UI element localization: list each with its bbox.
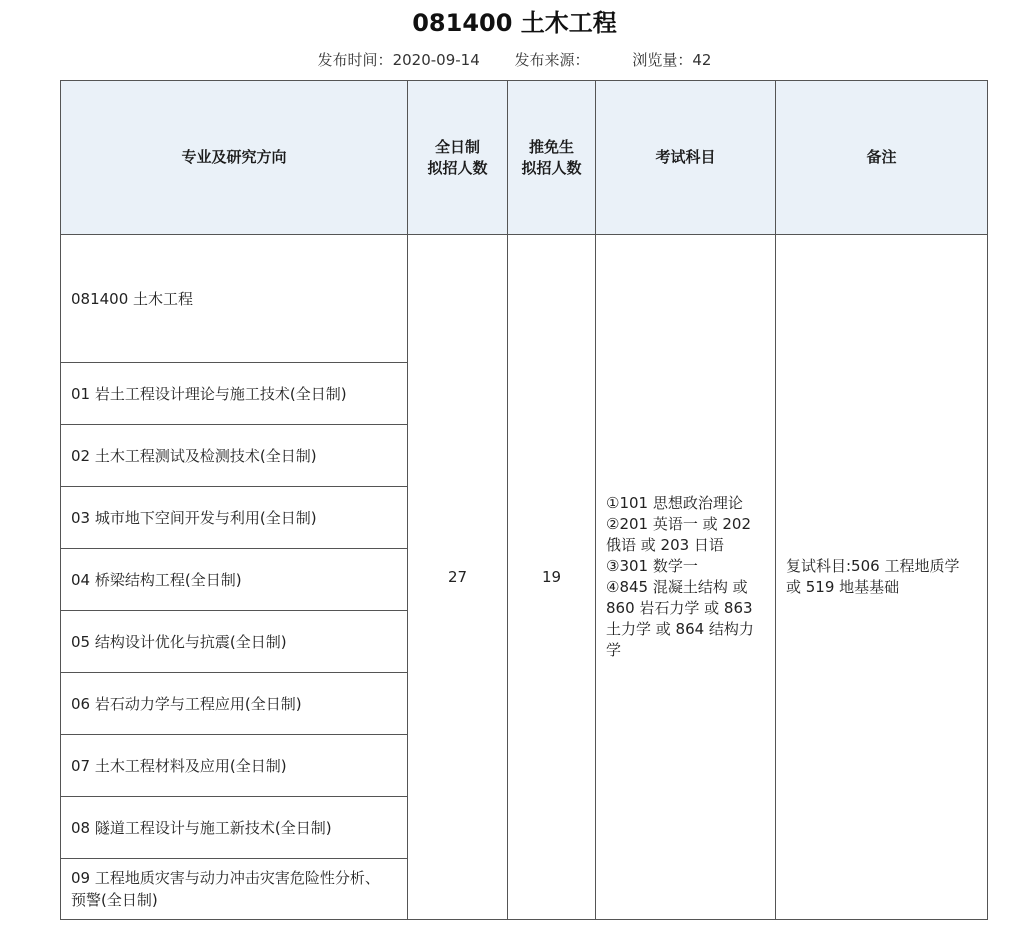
publish-time: 2020-09-14 — [392, 51, 480, 69]
views-count: 42 — [692, 51, 712, 69]
fulltime-count: 27 — [408, 235, 508, 920]
table-header-row — [61, 81, 988, 235]
views-label: 浏览量： — [632, 51, 693, 69]
direction-cell: 05 结构设计优化与抗震(全日制) — [61, 611, 408, 673]
direction-cell: 03 城市地下空间开发与利用(全日制) — [61, 487, 408, 549]
exam-subject-item: ③301 数学一 — [606, 557, 698, 575]
direction-cell: 08 隧道工程设计与施工新技术(全日制) — [61, 797, 408, 859]
source-label: 发布来源： — [514, 51, 590, 69]
exam-subject-item: ④845 混凝土结构 或 860 岩石力学 或 863 土力学 或 864 结构力学 — [606, 578, 754, 659]
table-row — [61, 235, 988, 363]
article-meta — [0, 50, 1029, 70]
direction-cell: 06 岩石动力学与工程应用(全日制) — [61, 673, 408, 735]
header-subjects: 考试科目 — [596, 81, 776, 235]
enrollment-table — [60, 80, 988, 920]
notes-cell: 复试科目:506 工程地质学 或 519 地基基础 — [776, 235, 988, 920]
recommend-count: 19 — [508, 235, 596, 920]
exam-subject-item: ②201 英语一 或 202 俄语 或 203 日语 — [606, 515, 752, 554]
direction-cell: 01 岩土工程设计理论与施工技术(全日制) — [61, 363, 408, 425]
exam-subject-item: ①101 思想政治理论 — [606, 494, 743, 512]
direction-cell: 04 桥梁结构工程(全日制) — [61, 549, 408, 611]
publish-time-label: 发布时间： — [317, 51, 393, 69]
direction-cell: 07 土木工程材料及应用(全日制) — [61, 735, 408, 797]
page-title: 081400 土木工程 — [412, 9, 617, 37]
major-cell: 081400 土木工程 — [61, 235, 408, 363]
header-recommend: 推免生 拟招人数 — [508, 81, 596, 235]
direction-cell: 02 土木工程测试及检测技术(全日制) — [61, 425, 408, 487]
header-direction: 专业及研究方向 — [61, 81, 408, 235]
exam-subjects — [596, 235, 776, 920]
header-notes: 备注 — [776, 81, 988, 235]
direction-cell: 09 工程地质灾害与动力冲击灾害危险性分析、预警(全日制) — [61, 859, 408, 920]
header-fulltime: 全日制 拟招人数 — [408, 81, 508, 235]
